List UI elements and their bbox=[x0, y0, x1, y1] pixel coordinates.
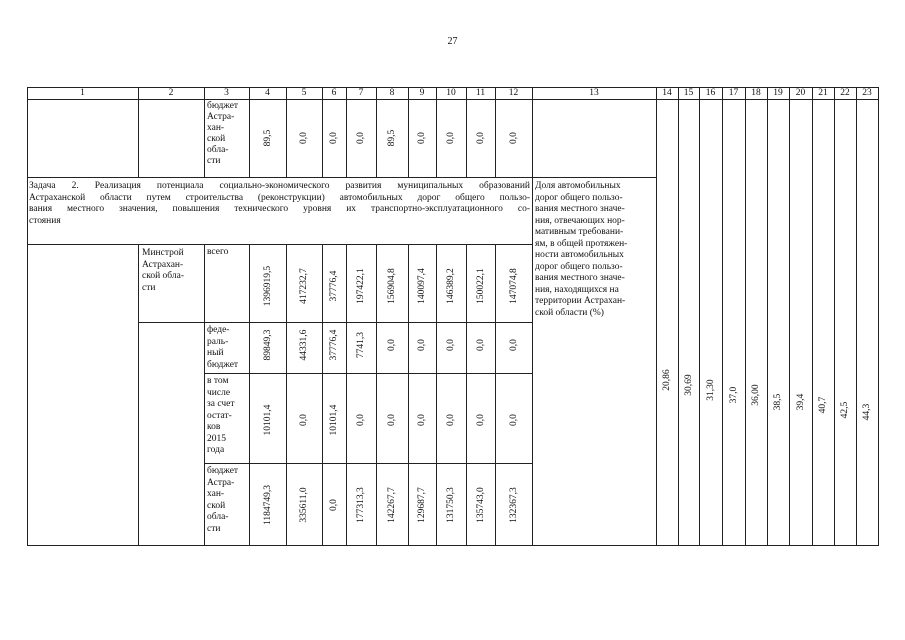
executor bbox=[142, 248, 184, 294]
text-line: хан- bbox=[207, 123, 225, 133]
column-header-18: 18 bbox=[751, 88, 761, 98]
grid-line bbox=[346, 87, 347, 178]
grid-line bbox=[286, 87, 287, 178]
grid-line bbox=[376, 87, 377, 178]
grid-line bbox=[532, 177, 533, 245]
grid-line bbox=[204, 373, 533, 374]
cell-value: 0,0 bbox=[299, 414, 309, 426]
grid-line bbox=[436, 87, 437, 178]
cell-value: 142267,7 bbox=[387, 487, 397, 523]
grid-line bbox=[722, 87, 723, 546]
text-line: мативным требовани- bbox=[535, 227, 624, 237]
text-line: остат- bbox=[207, 410, 232, 421]
cell-value: 10101,4 bbox=[262, 404, 273, 436]
cell-value: 0,0 bbox=[475, 132, 486, 144]
grid-line bbox=[436, 244, 437, 546]
text-line: ния, отвечающих нор- bbox=[535, 215, 625, 226]
funding-source-row-2 bbox=[207, 325, 238, 371]
text-line: бюджет bbox=[207, 466, 239, 476]
text-line: ской bbox=[207, 500, 226, 511]
cell-value: 147074,8 bbox=[508, 268, 519, 304]
grid-line bbox=[856, 87, 857, 546]
text-line: года bbox=[207, 445, 225, 455]
text-line: дорог общего пользо- bbox=[535, 192, 623, 203]
grid-line bbox=[495, 87, 496, 178]
column-header-1: 1 bbox=[80, 88, 85, 98]
cell-value: 89,5 bbox=[262, 129, 273, 147]
grid-line bbox=[495, 244, 496, 546]
cell-value: 37,0 bbox=[728, 386, 739, 404]
cell-value: 140097,4 bbox=[417, 268, 427, 304]
cell-value: 38,5 bbox=[773, 393, 783, 411]
grid-line bbox=[27, 99, 879, 100]
cell-value: 0,0 bbox=[508, 414, 519, 426]
cell-value: 0,0 bbox=[508, 132, 519, 144]
column-header-7: 7 bbox=[358, 88, 364, 98]
task-description bbox=[29, 181, 530, 227]
text-line: числе bbox=[207, 387, 231, 398]
column-header-16: 16 bbox=[705, 88, 716, 98]
column-header-23: 23 bbox=[862, 88, 872, 98]
cell-value: 30,69 bbox=[683, 374, 694, 396]
cell-value: 0,0 bbox=[387, 339, 397, 351]
text-line: Задача 2. Реализация потенциала социально-экономического развития муниципальных образований bbox=[29, 181, 530, 191]
text-line: Минстрой bbox=[142, 248, 184, 258]
text-line: ям, в общей протяжен- bbox=[535, 238, 628, 249]
grid-line bbox=[346, 244, 347, 546]
cell-value: 197422,1 bbox=[356, 268, 366, 304]
grid-line bbox=[27, 177, 657, 178]
indicator-description bbox=[535, 181, 653, 319]
column-header-13: 13 bbox=[589, 88, 599, 98]
text-line: обла- bbox=[207, 145, 229, 155]
cell-value: 0,0 bbox=[356, 132, 366, 144]
grid-line bbox=[532, 87, 533, 178]
text-line: территории Астрахан- bbox=[535, 296, 626, 306]
cell-value: 89849,3 bbox=[262, 329, 273, 361]
cell-value: 0,0 bbox=[417, 132, 427, 144]
column-header-21: 21 bbox=[818, 88, 828, 98]
cell-value: 36,00 bbox=[751, 384, 761, 406]
grid-line bbox=[249, 244, 250, 546]
cell-value: 0,0 bbox=[446, 414, 456, 426]
cell-value: 0,0 bbox=[329, 132, 339, 144]
text-line: ской обла- bbox=[142, 271, 185, 281]
grid-line bbox=[138, 87, 139, 178]
cell-value: 42,5 bbox=[840, 401, 850, 419]
grid-line bbox=[27, 244, 533, 245]
cell-value: 132367,3 bbox=[508, 487, 519, 523]
column-header-6: 6 bbox=[331, 88, 337, 98]
grid-line bbox=[376, 244, 377, 546]
text-line: вания местного значения, повышения технического уровня их транспортно-эксплуатационного со- bbox=[29, 204, 530, 214]
grid-line bbox=[656, 87, 657, 546]
grid-line bbox=[249, 87, 250, 178]
cell-value: 0,0 bbox=[417, 414, 427, 426]
text-line: вания местного значе- bbox=[535, 273, 625, 283]
cell-value: 44,3 bbox=[862, 403, 872, 421]
grid-line bbox=[408, 244, 409, 546]
cell-value: 39,4 bbox=[795, 393, 806, 411]
grid-line bbox=[138, 244, 139, 546]
funding-source-row-4 bbox=[207, 466, 238, 535]
grid-line bbox=[699, 87, 700, 546]
text-line: бюджет bbox=[207, 359, 239, 370]
grid-line bbox=[466, 244, 467, 546]
column-header-20: 20 bbox=[795, 88, 806, 98]
column-header-10: 10 bbox=[446, 88, 456, 98]
column-header-3: 3 bbox=[224, 88, 229, 98]
cell-value: 20,86 bbox=[662, 369, 672, 391]
cell-value: 44331,6 bbox=[299, 329, 309, 361]
column-header-15: 15 bbox=[683, 88, 694, 98]
column-header-4: 4 bbox=[265, 88, 270, 98]
text-line: хан- bbox=[207, 489, 225, 499]
cell-value: 89,5 bbox=[387, 129, 397, 147]
column-header-19: 19 bbox=[773, 88, 783, 98]
cell-value: 10101,4 bbox=[329, 404, 339, 436]
text-line: раль- bbox=[207, 336, 229, 347]
cell-value: 156904,8 bbox=[387, 268, 397, 304]
column-header-2: 2 bbox=[168, 88, 174, 98]
page-number: 27 bbox=[447, 36, 458, 47]
column-header-5: 5 bbox=[301, 88, 307, 98]
column-header-9: 9 bbox=[419, 88, 425, 98]
grid-line bbox=[322, 87, 323, 178]
grid-line bbox=[878, 87, 879, 546]
grid-line bbox=[466, 87, 467, 178]
text-line: Астра- bbox=[207, 477, 235, 488]
cell-value: 0,0 bbox=[475, 414, 486, 426]
funding-source bbox=[207, 101, 238, 167]
cell-value: 177313,3 bbox=[356, 487, 366, 523]
grid-line bbox=[812, 87, 813, 546]
grid-line bbox=[745, 87, 746, 546]
text-line: Астраханской области путем строительства (реконструкции) автомобильных дорог общего пользо- bbox=[29, 192, 530, 203]
cell-value: 37776,4 bbox=[329, 329, 339, 361]
cell-value: 7741,3 bbox=[356, 331, 366, 359]
column-header-22: 22 bbox=[840, 88, 850, 98]
text-line: ный bbox=[207, 348, 224, 358]
text-line: ской области (%) bbox=[535, 307, 604, 318]
column-header-11: 11 bbox=[475, 88, 486, 98]
text-line: сти bbox=[207, 156, 221, 166]
grid-line bbox=[408, 87, 409, 178]
funding-source-row-3 bbox=[207, 376, 235, 457]
text-line: обла- bbox=[207, 512, 229, 522]
cell-value: 0,0 bbox=[475, 339, 486, 351]
text-line: ской bbox=[207, 134, 226, 144]
grid-line bbox=[789, 87, 790, 546]
text-line: Астрахан- bbox=[142, 259, 184, 270]
cell-value: 0,0 bbox=[446, 132, 456, 144]
cell-value: 150022,1 bbox=[475, 268, 486, 304]
text-line: ния, находящихся на bbox=[535, 284, 619, 295]
grid-line bbox=[204, 244, 205, 546]
grid-line bbox=[834, 87, 835, 546]
grid-line bbox=[204, 463, 533, 464]
text-line: бюджет bbox=[207, 101, 239, 111]
cell-value: 0,0 bbox=[356, 414, 366, 426]
text-line: вания местного значе- bbox=[535, 204, 625, 214]
grid-line bbox=[322, 244, 323, 546]
text-line: сти bbox=[207, 523, 221, 534]
grid-line bbox=[27, 545, 879, 546]
column-header-12: 12 bbox=[508, 88, 519, 98]
grid-line bbox=[286, 244, 287, 546]
cell-value: 0,0 bbox=[508, 339, 519, 351]
cell-value: 1396919,5 bbox=[262, 265, 273, 307]
text-line: стояния bbox=[29, 215, 61, 226]
grid-line bbox=[532, 244, 533, 546]
text-line: Доля автомобильных bbox=[535, 181, 621, 191]
cell-value: 0,0 bbox=[417, 339, 427, 351]
grid-line bbox=[204, 87, 205, 178]
text-line: феде- bbox=[207, 325, 230, 335]
text-line: в том bbox=[207, 376, 229, 386]
text-line: Астра- bbox=[207, 112, 235, 122]
funding-source-row-1 bbox=[207, 247, 228, 259]
grid-line bbox=[27, 87, 28, 546]
text-line: ков bbox=[207, 422, 221, 432]
text-line: всего bbox=[207, 247, 229, 257]
cell-value: 0,0 bbox=[446, 339, 456, 351]
text-line: за счет bbox=[207, 399, 235, 409]
text-line: 2015 bbox=[207, 433, 226, 444]
cell-value: 1184749,3 bbox=[262, 484, 273, 526]
cell-value: 135743,0 bbox=[475, 487, 486, 523]
grid-line bbox=[767, 87, 768, 546]
column-header-8: 8 bbox=[389, 88, 395, 98]
text-line: сти bbox=[142, 282, 156, 293]
cell-value: 0,0 bbox=[299, 132, 309, 144]
grid-line bbox=[678, 87, 679, 546]
cell-value: 0,0 bbox=[329, 499, 339, 511]
column-header-17: 17 bbox=[728, 88, 739, 98]
column-header-14: 14 bbox=[662, 88, 672, 98]
cell-value: 0,0 bbox=[387, 414, 397, 426]
cell-value: 146389,2 bbox=[446, 268, 456, 304]
cell-value: 37776,4 bbox=[329, 270, 339, 302]
text-line: дорог общего пользо- bbox=[535, 261, 623, 272]
cell-value: 129687,7 bbox=[417, 487, 427, 523]
cell-value: 131750,3 bbox=[446, 487, 456, 523]
cell-value: 40,7 bbox=[818, 396, 828, 414]
cell-value: 335611,0 bbox=[299, 487, 309, 523]
cell-value: 417232,7 bbox=[299, 268, 309, 304]
cell-value: 31,30 bbox=[705, 379, 716, 401]
grid-line bbox=[138, 322, 533, 323]
text-line: ности автомобильных bbox=[535, 250, 624, 260]
